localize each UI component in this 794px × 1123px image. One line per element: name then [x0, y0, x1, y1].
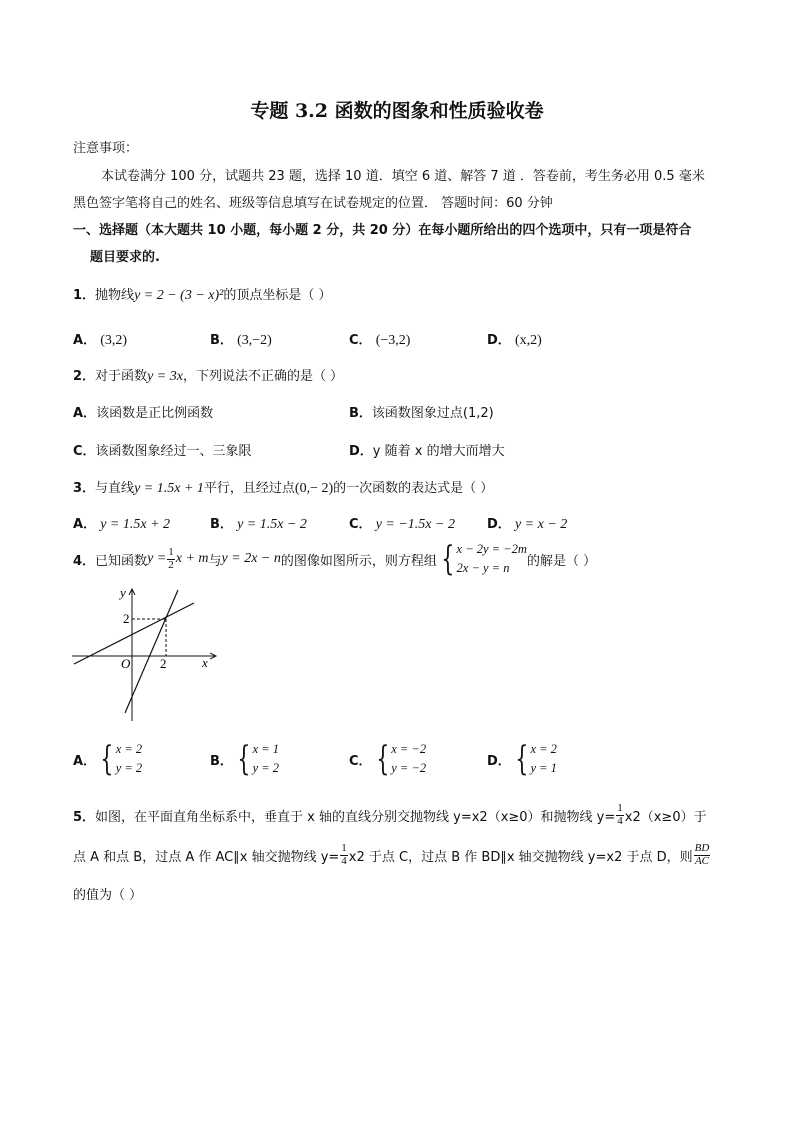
question-text: 的一次函数的表达式是（ ）: [333, 481, 494, 496]
option-value: (−3,2): [375, 333, 411, 348]
option-a: A． y = 1.5x + 2: [73, 517, 171, 532]
equation-system: { x = 2 y = 1: [515, 739, 557, 779]
x-tick-label: 2: [160, 656, 167, 671]
question-text: 与: [208, 553, 222, 569]
notice-line-2: 黑色签字笔将自己的姓名、班级等信息填写在试卷规定的位置． 答题时间：60 分钟: [73, 196, 553, 211]
question-5-line-2: [73, 838, 711, 872]
option-c: C．该函数图象经过一、三象限: [73, 444, 252, 459]
question-text: 与直线: [95, 481, 135, 496]
option-text: y 随着 x 的增大而增大: [372, 444, 505, 459]
option-d: D． (x,2): [487, 333, 542, 348]
question-text: x2（x≥0）于: [624, 809, 707, 825]
y-tick-label: 2: [123, 611, 130, 626]
question-text: 的解是（ ）: [526, 553, 597, 569]
question-5-line-3: 的值为（ ）: [73, 888, 143, 903]
option-b: B． { x = 1 y = 2: [210, 739, 280, 779]
question-number: 4．: [73, 553, 96, 569]
line-y-half-x-plus-m: [74, 603, 194, 664]
option-d: D． y = x − 2: [487, 517, 568, 532]
question-text: 已知函数: [95, 553, 148, 569]
question-number: 1．: [73, 288, 96, 303]
option-value: (3,2): [100, 333, 128, 348]
question-text: 如图，在平面直角坐标系中，垂直于 x 轴的直线分别交抛物线 y=x2（x≥0）和抛物线 y=: [95, 809, 616, 825]
formula: y = 2x − n: [221, 551, 281, 566]
question-text: ，下列说法不正确的是（ ）: [182, 369, 344, 384]
page-title: 专题 3.2 函数的图象和性质验收卷: [250, 100, 544, 122]
option-c: C． { x = −2 y = −2: [349, 739, 427, 779]
question-text: 抛物线: [95, 288, 135, 303]
function-graph: [70, 585, 220, 725]
formula: x + m: [175, 551, 209, 566]
question-text: 的图像如图所示，则方程组: [280, 553, 437, 569]
option-b: B． (3,−2): [210, 333, 272, 348]
option-a: A．该函数是正比例函数: [73, 406, 214, 421]
notice-heading: 注意事项：: [73, 141, 139, 156]
option-value: (3,−2): [237, 333, 272, 348]
question-2: [73, 365, 343, 385]
option-b: B．该函数图象过点(1,2): [349, 406, 494, 421]
option-a: A． { x = 2 y = 2: [73, 739, 143, 779]
option-value: y = x − 2: [514, 517, 568, 532]
option-value: y = −1.5x − 2: [375, 517, 455, 532]
question-text: 对于函数: [95, 369, 148, 384]
question-number: 5．: [73, 809, 96, 825]
option-c: C． (−3,2): [349, 333, 411, 348]
y-axis-label: y: [120, 585, 126, 600]
line-y-2x-minus-n: [125, 590, 178, 713]
option-text: 该函数图象过点(1,2): [371, 406, 494, 421]
equation-system: { x − 2y = −2m 2x − y = n: [441, 539, 527, 579]
fraction: $\frac{1}{4}$: [341, 841, 347, 867]
section-heading-line-1: 一、选择题（本大题共 10 小题，每小题 2 分，共 20 分）在每小题所给出的四个选项中，只有一项是符合: [73, 223, 692, 238]
option-a: A． (3,2): [73, 333, 128, 348]
question-4: [73, 537, 596, 581]
equation-system: { x = −2 y = −2: [375, 739, 427, 779]
equation-system: { x = 2 y = 2: [100, 739, 143, 779]
origin-label: O: [121, 656, 131, 671]
notice-line-1: 本试卷满分 100 分，试题共 23 题，选择 10 道．填空 6 道、解答 7 道 ．答卷前，考生务必用 0.5 毫米: [101, 169, 705, 184]
option-value: (x,2): [514, 333, 542, 348]
formula: y = 2 − (3 − x)²: [134, 288, 224, 303]
formula: y = 3x: [147, 369, 183, 384]
equation-system: { x = 1 y = 2: [237, 739, 280, 779]
option-c: C． y = −1.5x − 2: [349, 517, 455, 532]
option-text: 该函数图象经过一、三象限: [95, 444, 252, 459]
question-text: 的顶点坐标是（ ）: [223, 288, 332, 303]
question-number: 3．: [73, 481, 96, 496]
question-3: [73, 477, 493, 497]
ratio-fraction: $\frac{BD}{AC}$: [694, 841, 710, 867]
question-1: [73, 284, 332, 304]
question-text: 点 A 和点 B，过点 A 作 AC∥x 轴交抛物线 y=: [73, 849, 340, 865]
section-heading-line-2: 题目要求的.: [90, 250, 160, 265]
option-text: 该函数是正比例函数: [96, 406, 214, 421]
option-value: y = 1.5x + 2: [100, 517, 171, 532]
question-text: x2 于点 C，过点 B 作 BD∥x 轴交抛物线 y=x2 于点 D，则: [348, 849, 693, 865]
option-d: D． { x = 2 y = 1: [487, 739, 557, 779]
point: (0,− 2): [294, 481, 334, 496]
formula: y = 1.5x + 1: [134, 481, 204, 496]
x-axis-label: x: [202, 655, 208, 670]
question-text: 平行，且经过点: [203, 481, 295, 496]
fraction: $\frac{1}{2}$: [168, 545, 174, 571]
option-value: y = 1.5x − 2: [237, 517, 307, 532]
fraction: $\frac{1}{4}$: [617, 801, 623, 827]
formula: y =: [147, 551, 167, 566]
option-d: D．y 随着 x 的增大而增大: [349, 444, 505, 459]
question-number: 2．: [73, 369, 96, 384]
option-b: B． y = 1.5x − 2: [210, 517, 307, 532]
question-5-line-1: [73, 798, 707, 832]
